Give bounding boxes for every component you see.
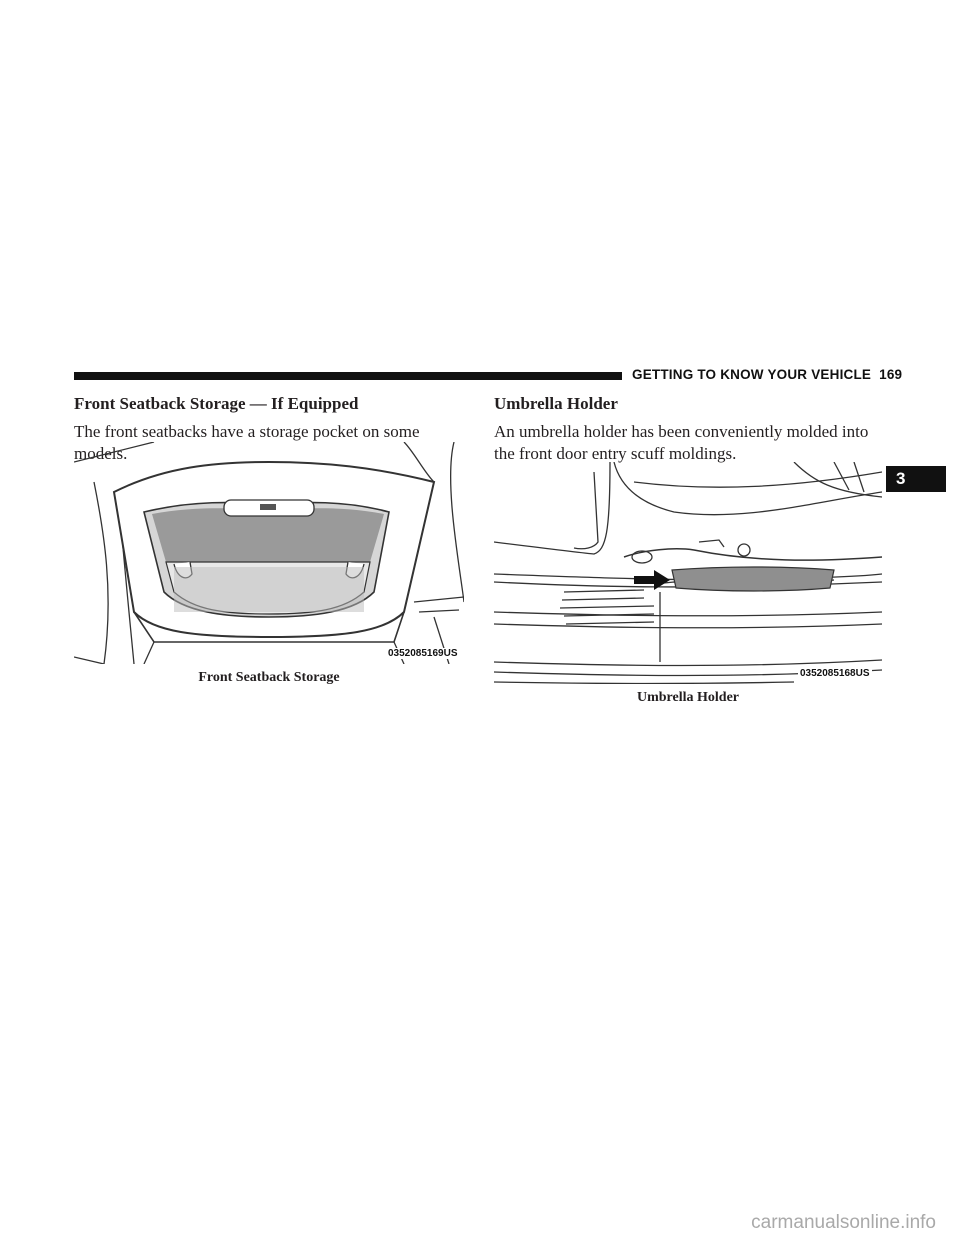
- section-title: GETTING TO KNOW YOUR VEHICLE: [632, 367, 872, 382]
- header-rule: [74, 372, 622, 380]
- figure-code: 0352085169US: [388, 648, 458, 659]
- seatback-storage-figure: [74, 442, 464, 664]
- right-caption: Umbrella Holder: [636, 690, 739, 705]
- left-caption: Front Seatback Storage: [198, 670, 340, 685]
- left-heading: Front Seatback Storage — If Equipped: [74, 394, 359, 413]
- right-paragraph: An umbrella holder has been conveniently molded into the front door entry scuff moldings.: [494, 422, 869, 463]
- left-paragraph: The front seatbacks have a storage pocket on some models.: [74, 422, 420, 463]
- figure-code: 0352085168US: [800, 668, 870, 679]
- watermark-text: carmanualsonline.info: [751, 1212, 936, 1233]
- right-heading: Umbrella Holder: [494, 394, 618, 413]
- page-number: 169: [879, 367, 903, 382]
- running-header: [632, 367, 903, 382]
- seatback-illustration: [74, 442, 464, 664]
- umbrella-holder-figure: [494, 462, 882, 684]
- scuff-molding-illustration: [494, 462, 882, 684]
- chapter-tab[interactable]: 3: [886, 466, 946, 492]
